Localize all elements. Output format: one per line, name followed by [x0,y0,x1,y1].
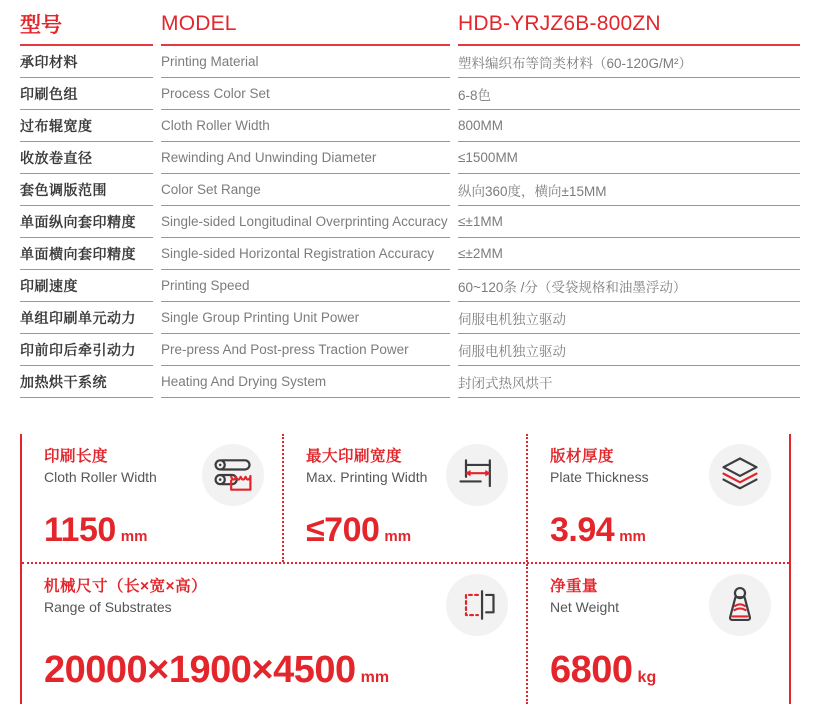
card-plate-thickness [526,434,789,562]
row-value: ≤1500MM [458,142,800,174]
row-label-en: Rewinding And Unwinding Diameter [161,142,450,174]
card-value [44,649,508,692]
value-unit: mm [619,528,646,545]
card-print-length [22,434,282,562]
card-title-cn: 印刷长度 [44,448,109,465]
plate-layers-icon [709,444,771,506]
table-row [20,238,800,270]
row-value: 纵向360度，横向±15MM [458,174,800,206]
table-row [20,174,800,206]
row-value: 封闭式热风烘干 [458,366,800,398]
card-value [44,511,264,550]
row-label-cn: 加热烘干系统 [20,366,153,398]
card-title-en: Cloth Roller Width [44,469,157,485]
header-label-en: MODEL [161,8,450,46]
cards-row-1 [22,434,789,562]
row-label-en: Process Color Set [161,78,450,110]
table-header-row [20,8,800,46]
card-head [44,444,264,506]
table-row [20,270,800,302]
value-unit: mm [360,669,390,686]
table-row [20,46,800,78]
value-number: 6800 [550,649,633,691]
card-titles [550,574,619,615]
product-spec-sheet [0,8,820,724]
cloth-roller-icon [202,444,264,506]
row-label-cn: 单组印刷单元动力 [20,302,153,334]
card-head [44,574,508,636]
card-titles [44,444,157,485]
row-label-cn: 套色调版范围 [20,174,153,206]
row-value: 800MM [458,110,800,142]
card-title-cn: 机械尺寸（长×宽×高） [44,578,208,595]
card-titles [306,444,427,485]
table-row [20,206,800,238]
card-title-en: Max. Printing Width [306,469,428,485]
row-value: 伺服电机独立驱动 [458,302,800,334]
card-titles [44,574,207,615]
row-label-en: Single-sided Longitudinal Overprinting Accuracy [161,206,450,238]
row-label-en: Single Group Printing Unit Power [161,302,450,334]
card-head [306,444,508,506]
card-max-print-width [282,434,526,562]
highlight-cards [20,434,791,704]
value-number: ≤700 [306,511,380,549]
table-row [20,142,800,174]
value-unit: mm [384,528,412,545]
card-title-cn: 版材厚度 [550,448,615,465]
card-value [306,511,508,550]
row-label-cn: 收放卷直径 [20,142,153,174]
table-row [20,110,800,142]
model-number: HDB-YRJZ6B-800ZN [458,8,800,46]
dimensions-icon [446,574,508,636]
row-value: ≤±1MM [458,206,800,238]
row-label-cn: 印前印后牵引动力 [20,334,153,366]
row-value: 伺服电机独立驱动 [458,334,800,366]
row-label-en: Printing Speed [161,270,450,302]
card-head [550,574,771,636]
table-row [20,366,800,398]
row-label-cn: 过布辊宽度 [20,110,153,142]
row-label-cn: 印刷速度 [20,270,153,302]
card-head [550,444,771,506]
card-value [550,649,771,692]
card-net-weight [526,564,789,704]
weight-icon [709,574,771,636]
card-title-cn: 最大印刷宽度 [306,448,403,465]
value-number: 3.94 [550,511,615,549]
row-label-cn: 单面横向套印精度 [20,238,153,270]
card-value [550,511,771,550]
spec-table [20,8,800,398]
card-machine-dimensions [22,564,526,704]
card-titles [550,444,649,485]
row-label-en: Pre-press And Post-press Traction Power [161,334,450,366]
row-value: 塑料编织布等筒类材料（60-120G/M²） [458,46,800,78]
row-label-en: Heating And Drying System [161,366,450,398]
max-width-icon [446,444,508,506]
card-title-en: Plate Thickness [550,469,649,485]
row-label-cn: 印刷色组 [20,78,153,110]
card-title-en: Range of Substrates [44,599,172,615]
row-label-cn: 单面纵向套印精度 [20,206,153,238]
row-label-cn: 承印材料 [20,46,153,78]
row-label-en: Cloth Roller Width [161,110,450,142]
row-label-en: Color Set Range [161,174,450,206]
header-label-cn: 型号 [20,8,153,46]
value-unit: kg [637,669,657,686]
row-value: ≤±2MM [458,238,800,270]
table-row [20,302,800,334]
table-row [20,78,800,110]
row-label-en: Single-sided Horizontal Registration Accuracy [161,238,450,270]
row-value: 60~120条 /分（受袋规格和油墨浮动） [458,270,800,302]
card-title-en: Net Weight [550,599,619,615]
row-label-en: Printing Material [161,46,450,78]
cards-row-2 [22,562,789,704]
row-value: 6-8色 [458,78,800,110]
value-unit: mm [120,528,148,545]
card-title-cn: 净重量 [550,578,599,595]
value-number: 1150 [44,511,116,549]
table-row [20,334,800,366]
value-number: 20000×1900×4500 [44,649,356,691]
